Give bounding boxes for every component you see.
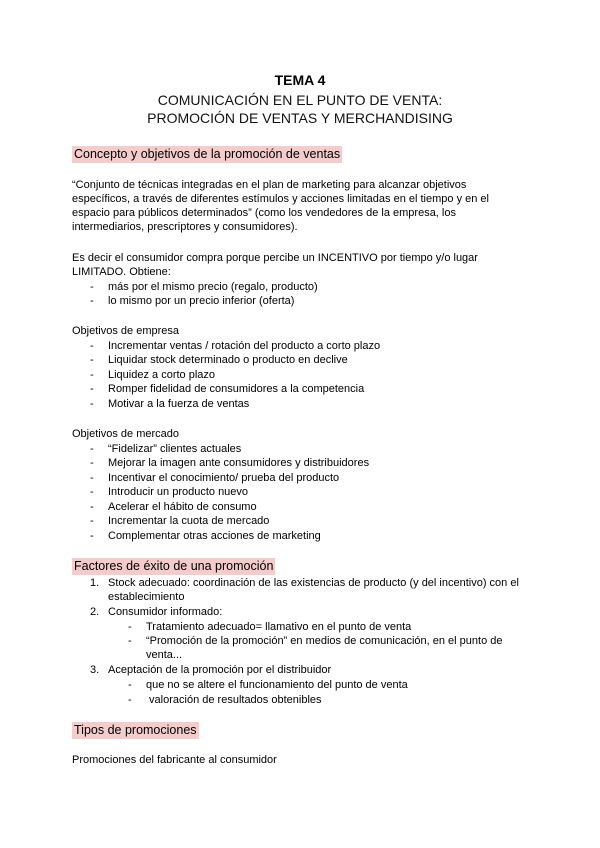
bullet-dash: - — [128, 679, 132, 691]
bullet-dash: - — [90, 457, 94, 469]
bullet-dash: - — [128, 694, 132, 706]
sub-list-item: que no se altere el funcionamiento del punto de venta — [146, 679, 408, 691]
list-item: Complementar otras acciones de marketing — [108, 530, 321, 542]
section-heading-promotion-types: Tipos de promociones — [74, 723, 197, 737]
list-number: 3. — [90, 664, 100, 676]
page-subtitle-2: PROMOCIÓN DE VENTAS Y MERCHANDISING — [147, 110, 453, 126]
bullet-dash: - — [90, 472, 94, 484]
list-item: Introducir un producto nuevo — [108, 486, 249, 498]
sub-list-item: “Promoción de la promoción” en medios de comunicación, en el punto de — [146, 635, 503, 647]
bullet-dash: - — [90, 486, 94, 498]
list-item: Mejorar la imagen ante consumidores y distribuidores — [108, 457, 370, 469]
list-item: Romper fidelidad de consumidores a la competencia — [108, 383, 365, 395]
definition-line: “Conjunto de técnicas integradas en el plan de marketing para alcanzar objetivos — [72, 179, 467, 191]
definition-line: intermediarios, prescriptores y consumidores). — [72, 221, 298, 233]
list-number: 1. — [90, 577, 100, 589]
bullet-dash: - — [90, 443, 94, 455]
sub-list-item: Tratamiento adecuado= llamativo en el punto de venta — [146, 621, 412, 633]
list-item: Acelerar el hábito de consumo — [108, 501, 257, 513]
list-item: Incrementar la cuota de mercado — [108, 515, 270, 527]
section-heading-concept: Concepto y objetivos de la promoción de ventas — [74, 147, 341, 161]
bullet-dash: - — [90, 398, 94, 410]
page-title: TEMA 4 — [274, 72, 326, 88]
numbered-item: Consumidor informado: — [108, 606, 223, 618]
list-item: Liquidez a corto plazo — [108, 369, 216, 381]
list-number: 2. — [90, 606, 100, 618]
incentive-line: Es decir el consumidor compra porque percibe un INCENTIVO por tiempo y/o lugar — [72, 252, 478, 264]
bullet-dash: - — [90, 515, 94, 527]
list-item: Motivar a la fuerza de ventas — [108, 398, 250, 410]
company-objectives-label: Objetivos de empresa — [72, 325, 179, 337]
sub-list-item: valoración de resultados obtenibles — [146, 694, 322, 706]
list-item: Incrementar ventas / rotación del producto a corto plazo — [108, 340, 381, 352]
promotion-type-text: Promociones del fabricante al consumidor — [72, 754, 277, 766]
page-subtitle-1: COMUNICACIÓN EN EL PUNTO DE VENTA: — [157, 92, 443, 108]
list-item: lo mismo por un precio inferior (oferta) — [108, 295, 295, 307]
bullet-dash: - — [90, 530, 94, 542]
bullet-dash: - — [90, 340, 94, 352]
numbered-item: Aceptación de la promoción por el distribuidor — [108, 664, 332, 676]
bullet-dash: - — [90, 281, 94, 293]
numbered-item: Stock adecuado: coordinación de las existencias de producto (y del incentivo) con el — [108, 577, 519, 589]
bullet-dash: - — [90, 295, 94, 307]
bullet-dash: - — [90, 501, 94, 513]
bullet-dash: - — [90, 369, 94, 381]
section-heading-success-factors: Factores de éxito de una promoción — [74, 559, 274, 573]
list-item: más por el mismo precio (regalo, producto) — [108, 281, 318, 293]
incentive-line: LIMITADO. Obtiene: — [72, 266, 171, 278]
bullet-dash: - — [128, 635, 132, 647]
list-item: Liquidar stock determinado o producto en declive — [108, 354, 348, 366]
numbered-item-continuation: establecimiento — [108, 591, 185, 603]
bullet-dash: - — [128, 621, 132, 633]
bullet-dash: - — [90, 383, 94, 395]
market-objectives-label: Objetivos de mercado — [72, 428, 179, 440]
sub-list-item-continuation: venta... — [146, 649, 183, 661]
list-item: Incentivar el conocimiento/ prueba del producto — [108, 472, 340, 484]
definition-line: específicos, a través de diferentes estímulos y acciones limitadas en el tiempo y en el — [72, 193, 489, 205]
definition-line: espacio para públicos determinados” (como los vendedores de la empresa, los — [72, 207, 456, 219]
bullet-dash: - — [90, 354, 94, 366]
list-item: “Fidelizar” clientes actuales — [108, 443, 242, 455]
